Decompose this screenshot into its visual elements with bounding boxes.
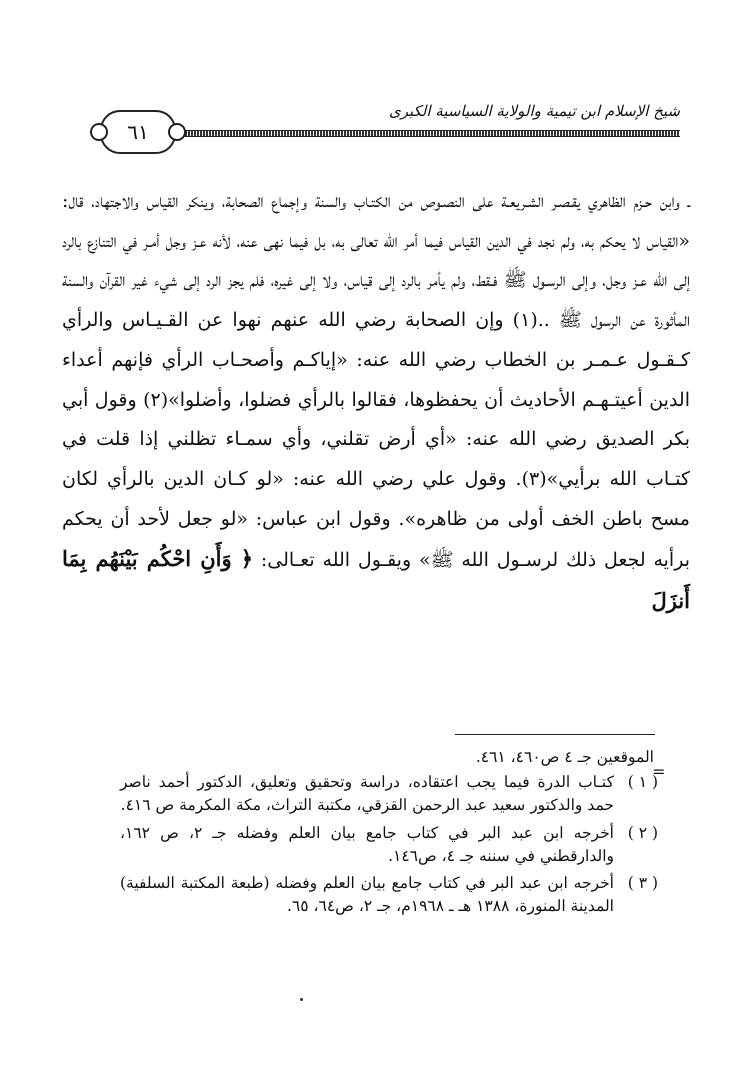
running-title: شيخ الإسلام ابن تيمية والولاية السياسية الكبرى (388, 102, 680, 120)
footnote-number: ( ٢ ) (627, 823, 658, 842)
footnote-number: ( ١ ) (627, 773, 658, 792)
paragraph-text: ـ وابن حـزم الظاهري يقـصـر الشـريعـة على النصـوص من الكتـاب والسنة وإجماع الصحابة، وينكر القياس والاجتهاد، قال: «القياس لا يحكم به، ولم نجد في الدين القياس فيما أمر الله تعالى به، بل فيما نهى عنه، لأنه عـز وجل أمـر في التنازع بالرد إلى الله عـز وجل، وإلى الرسـول ﷺ فـقط، ولم يأمر بالرد إلى قياس، ولا إلى غيره، فلم يجز الرد إلى شيء غير القرآن والسنة المأثورة عن الرسول ﷺ ..(١) وإن الصحابة رضي الله عنهم نهوا عن القـيـاس والرأي كـقـول عـمـر بن الخطاب رضي الله عنه: «إياكـم وأصحـاب الرأي فإنهم أعداء الدين أعيتـهـم الأحاديث أن يحفظوها، فقالوا بالرأي فضلوا، وأضلوا»(٢) وقول أبي بكر الصديق رضي الله عنه: «أي أرض تقلني، وأي سمـاء تظلني إذا قلت في كتـاب الله برأيي»(٣). وقول علي رضي الله عنه: «لو كـان الدين بالرأي لكان مسح باطن الخف أولى من ظاهره». وقول ابن عباس: «لو جعل لأحد أن يحكم برأيه لجعل ذلك لرسـول الله ﷺ» ويقـول الله تعـالى: (62, 190, 691, 572)
main-text (62, 182, 690, 623)
body-paragraph (62, 182, 690, 623)
page-header (60, 96, 680, 156)
footnote-2 (120, 822, 658, 868)
quran-verse: ﴿ وَأَنِ احْكُم بَيْنَهُم بِمَا أَنزَلَ (62, 546, 690, 614)
footnote-number: ( ٣ ) (627, 874, 658, 893)
footnote-continuation: الموقعين جـ ٤ ص٤٦٠، ٤٦١. (475, 748, 654, 766)
footnote-separator (455, 734, 655, 735)
page-number: ٦١ (127, 120, 149, 144)
footnote-3 (120, 872, 658, 918)
footnote-text: أخرجه ابن عبد البر في كتاب جامع بيان العلم وفضله جـ ٢، ص ١٦٢، والدارقطني في سننه جـ ٤، ص١٤٦. (120, 823, 614, 865)
page-number-badge (100, 110, 176, 154)
header-rule (170, 130, 680, 137)
footnote-text: كتـاب الدرة فيما يجب اعتقاده، دراسة وتحقيق وتعليق، الدكتور أحمد ناصر حمد والدكتور سعيد عبد الرحمن القزقي، مكتبة التراث، مكة المكرمة ص ٤١٦. (120, 773, 614, 815)
footnote-text: أخرجه ابن عبد البر في كتاب جامع بيان العلم وفضله (طبعة المكتبة السلفية) المدينة المنورة، ١٣٨٨ هـ ـ ١٩٦٨م، جـ ٢، ص٦٤، ٦٥. (120, 874, 614, 916)
continuation-marker: = (652, 762, 666, 781)
page-speck (300, 998, 303, 1001)
footnotes (120, 746, 658, 922)
footnote-1 (120, 771, 658, 817)
